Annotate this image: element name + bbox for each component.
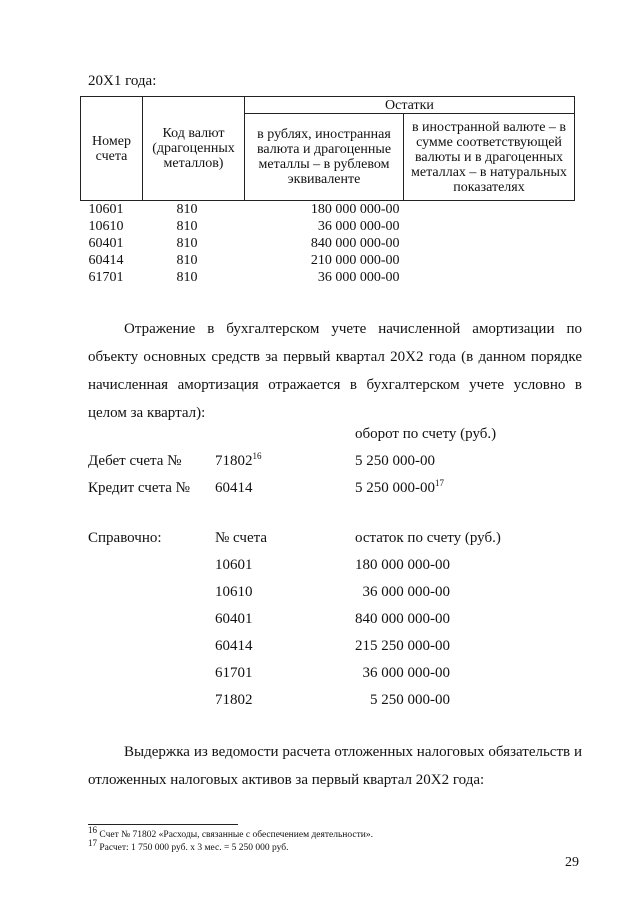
table-row [81, 201, 575, 219]
debit-account: 71802$^{16}$ [215, 451, 262, 469]
header-balances: Остатки [245, 97, 575, 114]
cell-account: 10601 [88, 202, 124, 217]
cell-code: 810 [176, 236, 198, 251]
header-foreign-currency: в иностранной валюте – в сумме соответствующей валюты и в драгоценных металлах – в натуральных показателях [404, 114, 575, 201]
reference-label: Справочно: [88, 530, 162, 546]
reference-account-header: № счета [215, 530, 268, 546]
intro-text: 20X1 года: [88, 73, 157, 89]
reference-account: 60401 [215, 611, 253, 627]
debit-amount: 5 250 000-00 [355, 453, 435, 469]
reference-balance: 215 250 000-00 [355, 638, 450, 654]
amortization-paragraph [88, 315, 582, 427]
table-row [81, 269, 575, 286]
table-row [81, 252, 575, 269]
table-row [81, 235, 575, 252]
cell-code: 810 [176, 202, 198, 217]
credit-account: 60414 [215, 480, 253, 496]
reference-balance: 36 000 000-00 [362, 665, 450, 681]
reference-balance: 5 250 000-00 [370, 692, 450, 708]
debit-label: Дебет счета № [88, 453, 182, 469]
cell-account: 60414 [88, 253, 124, 268]
footnote-17: $^{17}$ Расчет: 1 750 000 руб. х 3 мес. = 5 250 000 руб. [88, 838, 289, 854]
reference-balance: 36 000 000-00 [362, 584, 450, 600]
cell-account: 10610 [88, 219, 124, 234]
cell-account: 60401 [88, 236, 124, 251]
reference-balance: 840 000 000-00 [355, 611, 450, 627]
turnover-header: оборот по счету (руб.) [355, 426, 497, 442]
cell-amount: 210 000 000-00 [310, 253, 400, 268]
paragraph-text: Отражение в бухгалтерском учете начисленной амортизации по объекту основных средств за первый квартал 20Х2 года (в данном порядке начисленная амортизация отражается в бухгалтерском учете условно в целом за квартал): [88, 321, 582, 421]
header-currency-code: Код валют (драгоценных металлов) [143, 97, 245, 201]
table-row [81, 218, 575, 235]
reference-account: 60414 [215, 638, 253, 654]
reference-account: 10610 [215, 584, 253, 600]
footnote-ref-17: 17 [435, 478, 444, 488]
accounts-table [80, 96, 575, 286]
cell-amount: 180 000 000-00 [310, 202, 400, 217]
cell-code: 810 [176, 270, 198, 285]
cell-account: 61701 [88, 270, 124, 285]
statement-paragraph: Выдержка из ведомости расчета отложенных налоговых обязательств и отложенных налоговых активов за первый квартал 20Х2 года: [88, 744, 582, 788]
reference-balance-header: остаток по счету (руб.) [355, 530, 501, 546]
footnote-ref-16: 16 [252, 451, 262, 461]
reference-account: 10601 [215, 557, 253, 573]
reference-account: 71802 [215, 692, 253, 708]
footnote-divider [88, 824, 238, 825]
reference-account: 61701 [215, 665, 253, 681]
cell-amount: 36 000 000-00 [317, 270, 400, 285]
cell-code: 810 [176, 219, 198, 234]
cell-code: 810 [176, 253, 198, 268]
credit-label: Кредит счета № [88, 480, 190, 496]
cell-amount: 840 000 000-00 [310, 236, 400, 251]
header-account-number: Номер счета [81, 97, 143, 201]
reference-balance: 180 000 000-00 [355, 557, 450, 573]
cell-amount: 36 000 000-00 [317, 219, 400, 234]
footnote-16: $^{16}$ Счет № 71802 «Расходы, связанные с обеспечением деятельности». [88, 825, 373, 841]
page-number: 29 [565, 855, 579, 870]
credit-amount: 5 250 $000-00^{17}$ [355, 478, 444, 496]
header-rub-equivalent: в рублях, иностранная валюта и драгоценные металлы – в рублевом эквиваленте [245, 114, 404, 201]
